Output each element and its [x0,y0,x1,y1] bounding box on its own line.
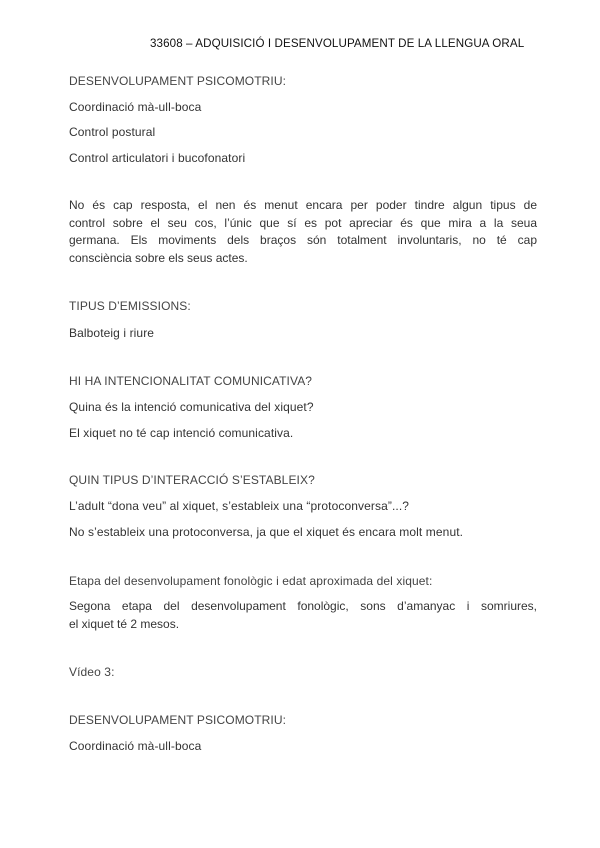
page-header: 33608 – ADQUISICIÓ I DESENVOLUPAMENT DE LA LLENGUA ORAL [150,37,525,50]
answer-text: No s’estableix una protoconversa, ja que el xiquet és encara molt menut. [69,525,464,539]
paragraph-line: germana. Els moviments dels braços són totalment involuntaris, no té cap [69,233,537,247]
question-text: L’adult “dona veu” al xiquet, s’estableix una “protoconversa”...? [69,499,410,513]
paragraph-line: Segona etapa del desenvolupament fonològic, sons d’amanyac i somriures, [69,599,537,613]
section-heading-emissions: TIPUS D’EMISSIONS: [69,299,191,313]
list-item: Coordinació mà-ull-boca [69,739,202,753]
list-item: Coordinació mà-ull-boca [69,100,202,114]
answer-text: El xiquet no té cap intenció comunicativa. [69,426,294,440]
answer-text: Balboteig i riure [69,326,155,340]
question-text: Quina és la intenció comunicativa del xiquet? [69,400,314,414]
video-label: Vídeo 3: [69,665,115,679]
section-heading-psicomotriu: DESENVOLUPAMENT PSICOMOTRIU: [69,74,287,88]
section-heading-intencionalitat: HI HA INTENCIONALITAT COMUNICATIVA? [69,374,313,388]
list-item: Control articulatori i bucofonatori [69,151,246,165]
section-heading-psicomotriu-2: DESENVOLUPAMENT PSICOMOTRIU: [69,713,287,727]
answer-paragraph [69,197,537,267]
paragraph-line: No és cap resposta, el nen és menut encara per poder tindre algun tipus de [69,198,537,212]
section-heading-interaccio: QUIN TIPUS D’INTERACCIÓ S’ESTABLEIX? [69,473,315,487]
section-heading-etapa: Etapa del desenvolupament fonològic i edat aproximada del xiquet: [69,574,433,588]
list-item: Control postural [69,125,156,139]
paragraph-line: el xiquet té 2 mesos. [69,616,180,631]
paragraph-line: consciència sobre els seus actes. [69,250,248,265]
answer-paragraph [69,598,537,633]
paragraph-line: control sobre el seu cos, l’únic que sí es pot apreciar és que mira a la seua [69,215,537,230]
